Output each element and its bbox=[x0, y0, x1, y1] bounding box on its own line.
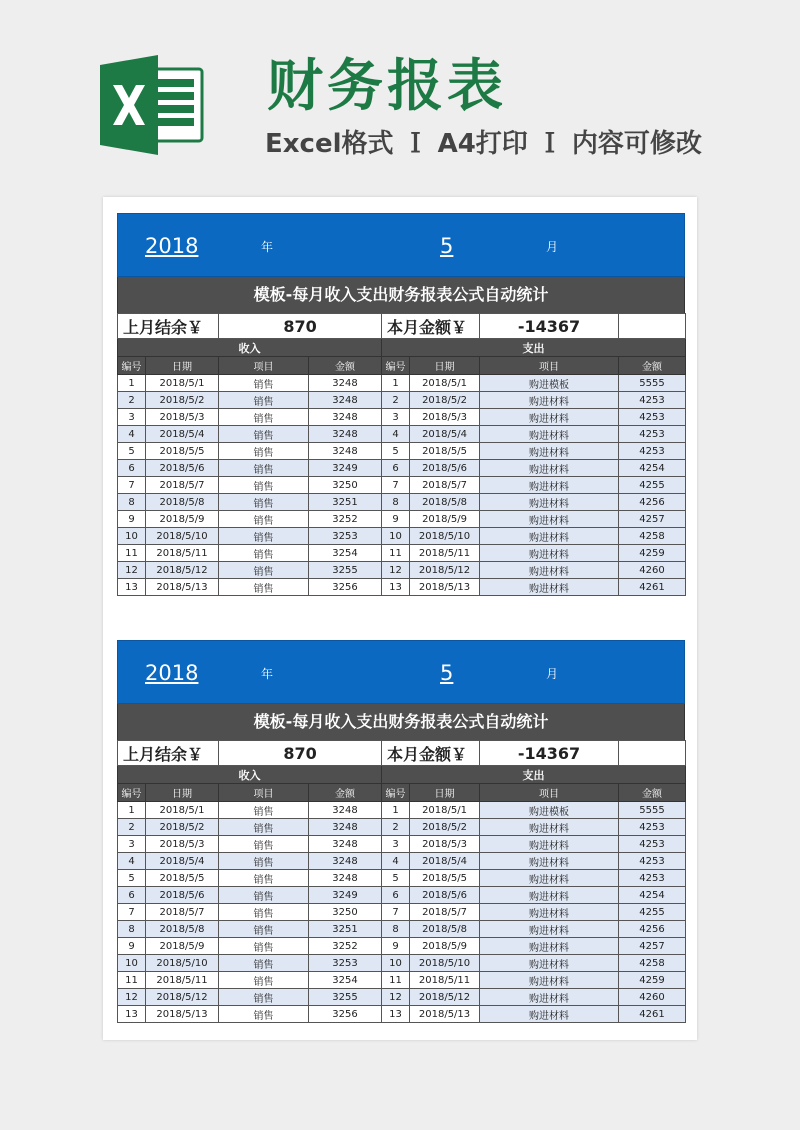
table-cell[interactable]: 5 bbox=[118, 443, 146, 460]
summary-row bbox=[118, 314, 686, 339]
table-cell[interactable]: 购进材料 bbox=[480, 989, 619, 1006]
prev-balance-label: 上月结余￥ bbox=[118, 314, 219, 339]
table-cell[interactable]: 2018/5/11 bbox=[146, 545, 219, 562]
table-cell[interactable]: 销售 bbox=[219, 494, 309, 511]
table-cell[interactable]: 4254 bbox=[619, 887, 686, 904]
table-cell[interactable]: 8 bbox=[118, 494, 146, 511]
table-cell[interactable]: 销售 bbox=[219, 887, 309, 904]
table-cell[interactable]: 6 bbox=[382, 460, 410, 477]
table-cell[interactable]: 2018/5/7 bbox=[410, 904, 480, 921]
table-cell[interactable]: 2018/5/12 bbox=[410, 989, 480, 1006]
table-cell[interactable]: 4253 bbox=[619, 870, 686, 887]
column-header: 日期 bbox=[410, 784, 480, 802]
table-cell[interactable]: 5555 bbox=[619, 375, 686, 392]
table-cell[interactable]: 2 bbox=[118, 819, 146, 836]
table-cell[interactable]: 3248 bbox=[309, 409, 382, 426]
table-cell[interactable]: 2018/5/6 bbox=[146, 460, 219, 477]
table-cell[interactable]: 销售 bbox=[219, 511, 309, 528]
table-cell[interactable]: 2018/5/5 bbox=[410, 443, 480, 460]
summary-row bbox=[118, 741, 686, 766]
month-amount-label: 本月金额￥ bbox=[382, 314, 480, 339]
table-cell[interactable]: 4253 bbox=[619, 409, 686, 426]
table-cell[interactable]: 3248 bbox=[309, 870, 382, 887]
table-cell[interactable]: 销售 bbox=[219, 443, 309, 460]
table-cell[interactable]: 11 bbox=[382, 545, 410, 562]
column-header: 金额 bbox=[619, 784, 686, 802]
table-cell[interactable]: 6 bbox=[118, 460, 146, 477]
month-unit-label: 月 bbox=[546, 667, 559, 681]
table-cell[interactable]: 2018/5/4 bbox=[146, 853, 219, 870]
table-cell[interactable]: 3251 bbox=[309, 921, 382, 938]
table-cell[interactable]: 4253 bbox=[619, 853, 686, 870]
table-cell[interactable]: 销售 bbox=[219, 802, 309, 819]
section-row bbox=[118, 339, 686, 357]
table-cell[interactable]: 3252 bbox=[309, 938, 382, 955]
table-cell[interactable]: 8 bbox=[382, 921, 410, 938]
table-cell[interactable]: 2018/5/7 bbox=[146, 477, 219, 494]
table-cell[interactable]: 购进材料 bbox=[480, 511, 619, 528]
table-cell[interactable]: 2018/5/13 bbox=[146, 1006, 219, 1023]
month-amount-value[interactable]: -14367 bbox=[480, 741, 619, 766]
table-cell[interactable]: 2018/5/12 bbox=[146, 562, 219, 579]
year-value[interactable]: 2018 bbox=[145, 661, 199, 685]
table-cell[interactable]: 5 bbox=[382, 443, 410, 460]
table-cell[interactable]: 2018/5/6 bbox=[146, 887, 219, 904]
table-cell[interactable]: 购进材料 bbox=[480, 545, 619, 562]
table-cell[interactable]: 3 bbox=[118, 409, 146, 426]
table-cell[interactable]: 销售 bbox=[219, 972, 309, 989]
table-cell[interactable]: 11 bbox=[382, 972, 410, 989]
table-cell[interactable]: 2018/5/5 bbox=[146, 443, 219, 460]
table-cell[interactable]: 2018/5/10 bbox=[410, 528, 480, 545]
table-cell[interactable]: 销售 bbox=[219, 562, 309, 579]
table-cell[interactable]: 2018/5/10 bbox=[146, 528, 219, 545]
table-cell[interactable]: 7 bbox=[118, 477, 146, 494]
table-cell[interactable]: 2018/5/3 bbox=[410, 836, 480, 853]
table-cell[interactable]: 4 bbox=[382, 853, 410, 870]
table-cell[interactable]: 购进材料 bbox=[480, 904, 619, 921]
table-cell[interactable]: 3249 bbox=[309, 460, 382, 477]
table-cell[interactable]: 2018/5/4 bbox=[410, 426, 480, 443]
table-cell[interactable]: 13 bbox=[382, 579, 410, 596]
table-cell[interactable]: 2018/5/3 bbox=[146, 836, 219, 853]
table-cell[interactable]: 3254 bbox=[309, 545, 382, 562]
table-cell[interactable]: 3 bbox=[382, 409, 410, 426]
table-cell[interactable]: 2 bbox=[382, 819, 410, 836]
table-cell[interactable]: 2018/5/2 bbox=[410, 819, 480, 836]
table-cell[interactable]: 购进材料 bbox=[480, 955, 619, 972]
table-row bbox=[118, 972, 686, 989]
table-cell[interactable]: 销售 bbox=[219, 392, 309, 409]
table-cell[interactable]: 3248 bbox=[309, 802, 382, 819]
report-table bbox=[117, 740, 686, 1023]
income-section-label: 收入 bbox=[118, 766, 382, 784]
table-cell[interactable]: 13 bbox=[382, 1006, 410, 1023]
table-cell[interactable]: 2018/5/1 bbox=[410, 802, 480, 819]
table-cell[interactable]: 4253 bbox=[619, 392, 686, 409]
table-cell[interactable]: 7 bbox=[118, 904, 146, 921]
table-cell[interactable]: 13 bbox=[118, 579, 146, 596]
table-cell[interactable]: 2018/5/2 bbox=[410, 392, 480, 409]
table-cell[interactable]: 销售 bbox=[219, 836, 309, 853]
table-cell[interactable]: 购进材料 bbox=[480, 819, 619, 836]
table-cell[interactable]: 购进材料 bbox=[480, 443, 619, 460]
table-cell[interactable]: 2018/5/12 bbox=[146, 989, 219, 1006]
table-cell[interactable]: 1 bbox=[118, 802, 146, 819]
table-cell[interactable]: 购进材料 bbox=[480, 579, 619, 596]
table-cell[interactable]: 2018/5/4 bbox=[146, 426, 219, 443]
table-cell[interactable]: 3250 bbox=[309, 477, 382, 494]
table-cell[interactable]: 10 bbox=[382, 528, 410, 545]
column-header: 日期 bbox=[146, 357, 219, 375]
table-cell[interactable]: 2018/5/4 bbox=[410, 853, 480, 870]
table-cell[interactable]: 4255 bbox=[619, 904, 686, 921]
period-banner bbox=[117, 213, 685, 277]
table-cell[interactable]: 2018/5/11 bbox=[410, 545, 480, 562]
table-cell[interactable]: 销售 bbox=[219, 904, 309, 921]
table-cell[interactable]: 4 bbox=[118, 853, 146, 870]
table-row bbox=[118, 409, 686, 426]
table-header-row bbox=[118, 357, 686, 375]
table-cell[interactable]: 5555 bbox=[619, 802, 686, 819]
table-cell[interactable]: 购进材料 bbox=[480, 494, 619, 511]
report-sheet bbox=[117, 640, 685, 1023]
table-cell[interactable]: 2018/5/10 bbox=[146, 955, 219, 972]
column-header: 金额 bbox=[309, 784, 382, 802]
table-cell[interactable]: 3256 bbox=[309, 1006, 382, 1023]
table-cell[interactable]: 销售 bbox=[219, 579, 309, 596]
table-row bbox=[118, 819, 686, 836]
excel-logo-icon bbox=[100, 55, 204, 155]
table-cell[interactable]: 1 bbox=[382, 375, 410, 392]
table-row bbox=[118, 853, 686, 870]
empty-cell[interactable] bbox=[619, 741, 686, 766]
table-row bbox=[118, 545, 686, 562]
table-cell[interactable]: 销售 bbox=[219, 870, 309, 887]
expense-section-label: 支出 bbox=[382, 339, 686, 357]
year-unit-label: 年 bbox=[261, 240, 274, 254]
table-cell[interactable]: 2018/5/8 bbox=[410, 921, 480, 938]
table-cell[interactable]: 12 bbox=[382, 989, 410, 1006]
table-cell[interactable]: 9 bbox=[382, 511, 410, 528]
table-cell[interactable]: 销售 bbox=[219, 921, 309, 938]
table-cell[interactable]: 4258 bbox=[619, 528, 686, 545]
year-value[interactable]: 2018 bbox=[145, 234, 199, 258]
table-cell[interactable]: 销售 bbox=[219, 375, 309, 392]
prev-balance-label: 上月结余￥ bbox=[118, 741, 219, 766]
table-cell[interactable]: 销售 bbox=[219, 853, 309, 870]
table-cell[interactable]: 购进材料 bbox=[480, 870, 619, 887]
table-cell[interactable]: 2018/5/7 bbox=[410, 477, 480, 494]
table-cell[interactable]: 8 bbox=[118, 921, 146, 938]
table-cell[interactable]: 4256 bbox=[619, 494, 686, 511]
column-header: 项目 bbox=[480, 784, 619, 802]
table-cell[interactable]: 4256 bbox=[619, 921, 686, 938]
prev-balance-value[interactable]: 870 bbox=[219, 314, 382, 339]
table-cell[interactable]: 6 bbox=[382, 887, 410, 904]
expense-section-label: 支出 bbox=[382, 766, 686, 784]
table-cell[interactable]: 3249 bbox=[309, 887, 382, 904]
table-cell[interactable]: 2018/5/9 bbox=[146, 938, 219, 955]
table-cell[interactable]: 购进材料 bbox=[480, 938, 619, 955]
table-cell[interactable]: 9 bbox=[118, 511, 146, 528]
table-cell[interactable]: 4255 bbox=[619, 477, 686, 494]
table-cell[interactable]: 12 bbox=[382, 562, 410, 579]
column-header: 编号 bbox=[118, 357, 146, 375]
table-cell[interactable]: 购进材料 bbox=[480, 853, 619, 870]
table-cell[interactable]: 2018/5/6 bbox=[410, 460, 480, 477]
table-cell[interactable]: 6 bbox=[118, 887, 146, 904]
table-cell[interactable]: 2018/5/11 bbox=[146, 972, 219, 989]
table-header-row bbox=[118, 784, 686, 802]
table-cell[interactable]: 2018/5/13 bbox=[410, 1006, 480, 1023]
year-unit-label: 年 bbox=[261, 667, 274, 681]
table-cell[interactable]: 3248 bbox=[309, 819, 382, 836]
table-row bbox=[118, 511, 686, 528]
table-cell[interactable]: 购进模板 bbox=[480, 375, 619, 392]
report-table bbox=[117, 313, 686, 596]
prev-balance-value[interactable]: 870 bbox=[219, 741, 382, 766]
table-cell[interactable]: 2018/5/3 bbox=[146, 409, 219, 426]
page-header bbox=[0, 0, 800, 190]
table-cell[interactable]: 购进材料 bbox=[480, 921, 619, 938]
table-cell[interactable]: 3253 bbox=[309, 955, 382, 972]
table-cell[interactable]: 2018/5/2 bbox=[146, 392, 219, 409]
table-cell[interactable]: 7 bbox=[382, 904, 410, 921]
table-cell[interactable]: 4261 bbox=[619, 1006, 686, 1023]
table-cell[interactable]: 1 bbox=[382, 802, 410, 819]
table-cell[interactable]: 2018/5/13 bbox=[146, 579, 219, 596]
section-row bbox=[118, 766, 686, 784]
table-row bbox=[118, 1006, 686, 1023]
page-subtitle: Excel格式 Ｉ A4打印 Ｉ 内容可修改 bbox=[265, 129, 702, 159]
table-cell[interactable]: 2018/5/5 bbox=[146, 870, 219, 887]
table-cell[interactable]: 2018/5/9 bbox=[410, 511, 480, 528]
table-cell[interactable]: 购进模板 bbox=[480, 802, 619, 819]
month-value[interactable]: 5 bbox=[440, 661, 454, 685]
table-cell[interactable]: 2018/5/9 bbox=[410, 938, 480, 955]
table-cell[interactable]: 购进材料 bbox=[480, 477, 619, 494]
table-cell[interactable]: 12 bbox=[118, 562, 146, 579]
month-amount-label: 本月金额￥ bbox=[382, 741, 480, 766]
table-cell[interactable]: 8 bbox=[382, 494, 410, 511]
table-cell[interactable]: 销售 bbox=[219, 1006, 309, 1023]
table-cell[interactable]: 4254 bbox=[619, 460, 686, 477]
table-cell[interactable]: 4253 bbox=[619, 426, 686, 443]
table-cell[interactable]: 购进材料 bbox=[480, 972, 619, 989]
table-cell[interactable]: 2018/5/8 bbox=[146, 921, 219, 938]
table-cell[interactable]: 2018/5/2 bbox=[146, 819, 219, 836]
table-cell[interactable]: 销售 bbox=[219, 528, 309, 545]
column-header: 项目 bbox=[219, 784, 309, 802]
table-cell[interactable]: 4257 bbox=[619, 938, 686, 955]
table-cell[interactable]: 11 bbox=[118, 972, 146, 989]
table-cell[interactable]: 2018/5/1 bbox=[146, 375, 219, 392]
table-cell[interactable]: 销售 bbox=[219, 989, 309, 1006]
table-cell[interactable]: 销售 bbox=[219, 545, 309, 562]
table-cell[interactable]: 购进材料 bbox=[480, 409, 619, 426]
table-row bbox=[118, 904, 686, 921]
sheet-title: 模板-每月收入支出财务报表公式自动统计 bbox=[117, 277, 685, 313]
table-cell[interactable]: 4260 bbox=[619, 562, 686, 579]
table-cell[interactable]: 2018/5/11 bbox=[410, 972, 480, 989]
table-cell[interactable]: 销售 bbox=[219, 955, 309, 972]
table-cell[interactable]: 3248 bbox=[309, 836, 382, 853]
table-cell[interactable]: 4257 bbox=[619, 511, 686, 528]
table-cell[interactable]: 2018/5/3 bbox=[410, 409, 480, 426]
table-cell[interactable]: 5 bbox=[382, 870, 410, 887]
table-cell[interactable]: 11 bbox=[118, 545, 146, 562]
table-cell[interactable]: 4253 bbox=[619, 836, 686, 853]
table-cell[interactable]: 4 bbox=[118, 426, 146, 443]
table-cell[interactable]: 10 bbox=[118, 955, 146, 972]
table-row bbox=[118, 921, 686, 938]
table-cell[interactable]: 3250 bbox=[309, 904, 382, 921]
table-cell[interactable]: 3253 bbox=[309, 528, 382, 545]
table-row bbox=[118, 392, 686, 409]
table-cell[interactable]: 3 bbox=[118, 836, 146, 853]
column-header: 金额 bbox=[619, 357, 686, 375]
column-header: 日期 bbox=[146, 784, 219, 802]
table-cell[interactable]: 4260 bbox=[619, 989, 686, 1006]
table-cell[interactable]: 2018/5/1 bbox=[410, 375, 480, 392]
table-row bbox=[118, 426, 686, 443]
table-cell[interactable]: 9 bbox=[118, 938, 146, 955]
table-row bbox=[118, 955, 686, 972]
column-header: 编号 bbox=[382, 357, 410, 375]
table-cell[interactable]: 3256 bbox=[309, 579, 382, 596]
table-cell[interactable]: 5 bbox=[118, 870, 146, 887]
column-header: 日期 bbox=[410, 357, 480, 375]
table-row bbox=[118, 460, 686, 477]
column-header: 编号 bbox=[382, 784, 410, 802]
table-row bbox=[118, 802, 686, 819]
month-unit-label: 月 bbox=[546, 240, 559, 254]
table-cell[interactable]: 3251 bbox=[309, 494, 382, 511]
table-cell[interactable]: 购进材料 bbox=[480, 1006, 619, 1023]
table-cell[interactable]: 3248 bbox=[309, 426, 382, 443]
table-row bbox=[118, 562, 686, 579]
income-section-label: 收入 bbox=[118, 339, 382, 357]
table-cell[interactable]: 4259 bbox=[619, 972, 686, 989]
table-cell[interactable]: 3 bbox=[382, 836, 410, 853]
table-cell[interactable]: 购进材料 bbox=[480, 528, 619, 545]
table-row bbox=[118, 443, 686, 460]
table-cell[interactable]: 销售 bbox=[219, 938, 309, 955]
table-cell[interactable]: 3248 bbox=[309, 392, 382, 409]
table-cell[interactable]: 购进材料 bbox=[480, 562, 619, 579]
empty-cell[interactable] bbox=[619, 314, 686, 339]
table-cell[interactable]: 2018/5/7 bbox=[146, 904, 219, 921]
table-cell[interactable]: 3248 bbox=[309, 443, 382, 460]
table-row bbox=[118, 870, 686, 887]
table-cell[interactable]: 销售 bbox=[219, 460, 309, 477]
table-row bbox=[118, 887, 686, 904]
table-cell[interactable]: 销售 bbox=[219, 819, 309, 836]
table-cell[interactable]: 13 bbox=[118, 1006, 146, 1023]
table-cell[interactable]: 销售 bbox=[219, 409, 309, 426]
table-cell[interactable]: 4261 bbox=[619, 579, 686, 596]
table-row bbox=[118, 528, 686, 545]
table-cell[interactable]: 3255 bbox=[309, 989, 382, 1006]
table-cell[interactable]: 2 bbox=[118, 392, 146, 409]
table-cell[interactable]: 2 bbox=[382, 392, 410, 409]
column-header: 项目 bbox=[480, 357, 619, 375]
table-cell[interactable]: 3252 bbox=[309, 511, 382, 528]
table-cell[interactable]: 2018/5/8 bbox=[410, 494, 480, 511]
column-header: 编号 bbox=[118, 784, 146, 802]
table-cell[interactable]: 3254 bbox=[309, 972, 382, 989]
table-cell[interactable]: 12 bbox=[118, 989, 146, 1006]
table-cell[interactable]: 购进材料 bbox=[480, 836, 619, 853]
table-cell[interactable]: 3248 bbox=[309, 853, 382, 870]
column-header: 项目 bbox=[219, 357, 309, 375]
table-cell[interactable]: 4259 bbox=[619, 545, 686, 562]
page-title: 财务报表 bbox=[267, 54, 507, 119]
table-cell[interactable]: 2018/5/10 bbox=[410, 955, 480, 972]
month-value[interactable]: 5 bbox=[440, 234, 454, 258]
table-row bbox=[118, 938, 686, 955]
table-row bbox=[118, 579, 686, 596]
table-cell[interactable]: 2018/5/12 bbox=[410, 562, 480, 579]
table-cell[interactable]: 3248 bbox=[309, 375, 382, 392]
report-sheet bbox=[117, 213, 685, 596]
column-header: 金额 bbox=[309, 357, 382, 375]
table-cell[interactable]: 购进材料 bbox=[480, 460, 619, 477]
table-cell[interactable]: 4 bbox=[382, 426, 410, 443]
table-row bbox=[118, 989, 686, 1006]
table-cell[interactable]: 4253 bbox=[619, 443, 686, 460]
table-cell[interactable]: 2018/5/9 bbox=[146, 511, 219, 528]
table-cell[interactable]: 4253 bbox=[619, 819, 686, 836]
period-banner bbox=[117, 640, 685, 704]
month-amount-value[interactable]: -14367 bbox=[480, 314, 619, 339]
table-cell[interactable]: 销售 bbox=[219, 426, 309, 443]
table-cell[interactable]: 2018/5/13 bbox=[410, 579, 480, 596]
table-row bbox=[118, 375, 686, 392]
table-cell[interactable]: 2018/5/1 bbox=[146, 802, 219, 819]
table-cell[interactable]: 3255 bbox=[309, 562, 382, 579]
table-cell[interactable]: 2018/5/8 bbox=[146, 494, 219, 511]
sheet-title: 模板-每月收入支出财务报表公式自动统计 bbox=[117, 704, 685, 740]
table-cell[interactable]: 2018/5/5 bbox=[410, 870, 480, 887]
table-cell[interactable]: 销售 bbox=[219, 477, 309, 494]
table-cell[interactable]: 2018/5/6 bbox=[410, 887, 480, 904]
table-row bbox=[118, 477, 686, 494]
table-cell[interactable]: 购进材料 bbox=[480, 392, 619, 409]
table-row bbox=[118, 836, 686, 853]
table-cell[interactable]: 4258 bbox=[619, 955, 686, 972]
table-cell[interactable]: 9 bbox=[382, 938, 410, 955]
table-cell[interactable]: 购进材料 bbox=[480, 887, 619, 904]
table-cell[interactable]: 1 bbox=[118, 375, 146, 392]
table-cell[interactable]: 购进材料 bbox=[480, 426, 619, 443]
table-cell[interactable]: 7 bbox=[382, 477, 410, 494]
table-row bbox=[118, 494, 686, 511]
table-cell[interactable]: 10 bbox=[118, 528, 146, 545]
table-cell[interactable]: 10 bbox=[382, 955, 410, 972]
